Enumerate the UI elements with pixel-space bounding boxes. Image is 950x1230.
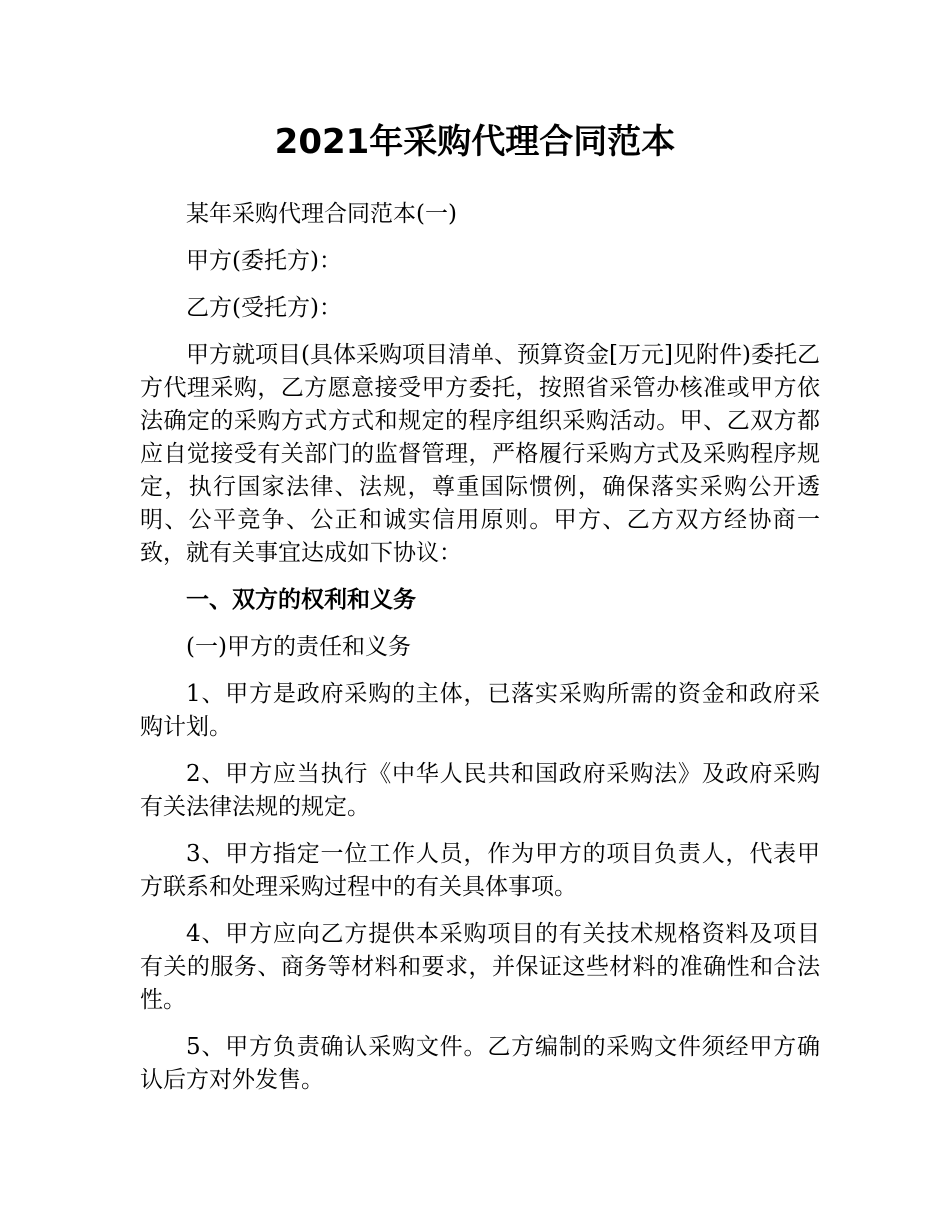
clause-5: 5、甲方负责确认采购文件。乙方编制的采购文件须经甲方确认后方对外发售。 — [140, 1034, 820, 1093]
clause-1: 1、甲方是政府采购的主体，已落实采购所需的资金和政府采购计划。 — [140, 681, 820, 740]
clause-4: 4、甲方应向乙方提供本采购项目的有关技术规格资料及项目有关的服务、商务等材料和要求，并保证这些材料的准确性和合法性。 — [140, 921, 820, 1013]
paragraph-preamble: 甲方就项目(具体采购项目清单、预算资金[万元]见附件)委托乙方代理采购，乙方愿意接受甲方委托，按照省采管办核准或甲方依法确定的采购方式方式和规定的程序组织采购活动。甲、乙双方都应自觉接受有关部门的监督管理，严格履行采购方式及采购程序规定，执行国家法律、法规，尊重国际惯例，确保落实采购公开透明、公平竞争、公正和诚实信用原则。甲方、乙方双方经协商一致，就有关事宜达成如下协议： — [140, 342, 820, 566]
paragraph-contract-heading: 某年采购代理合同范本(一) — [186, 201, 457, 227]
subsection-heading-party-a-duties: (一)甲方的责任和义务 — [186, 634, 411, 660]
document-title: 2021年采购代理合同范本 — [274, 122, 676, 162]
clause-2: 2、甲方应当执行《中华人民共和国政府采购法》及政府采购有关法律法规的规定。 — [140, 761, 820, 820]
document-body — [140, 198, 820, 1111]
paragraph-party-b: 乙方(受托方)： — [186, 295, 342, 321]
section-heading-rights-obligations: 一、双方的权利和义务 — [186, 587, 416, 613]
paragraph-party-a: 甲方(委托方)： — [186, 248, 342, 274]
clause-3: 3、甲方指定一位工作人员，作为甲方的项目负责人，代表甲方联系和处理采购过程中的有关具体事项。 — [140, 841, 820, 900]
